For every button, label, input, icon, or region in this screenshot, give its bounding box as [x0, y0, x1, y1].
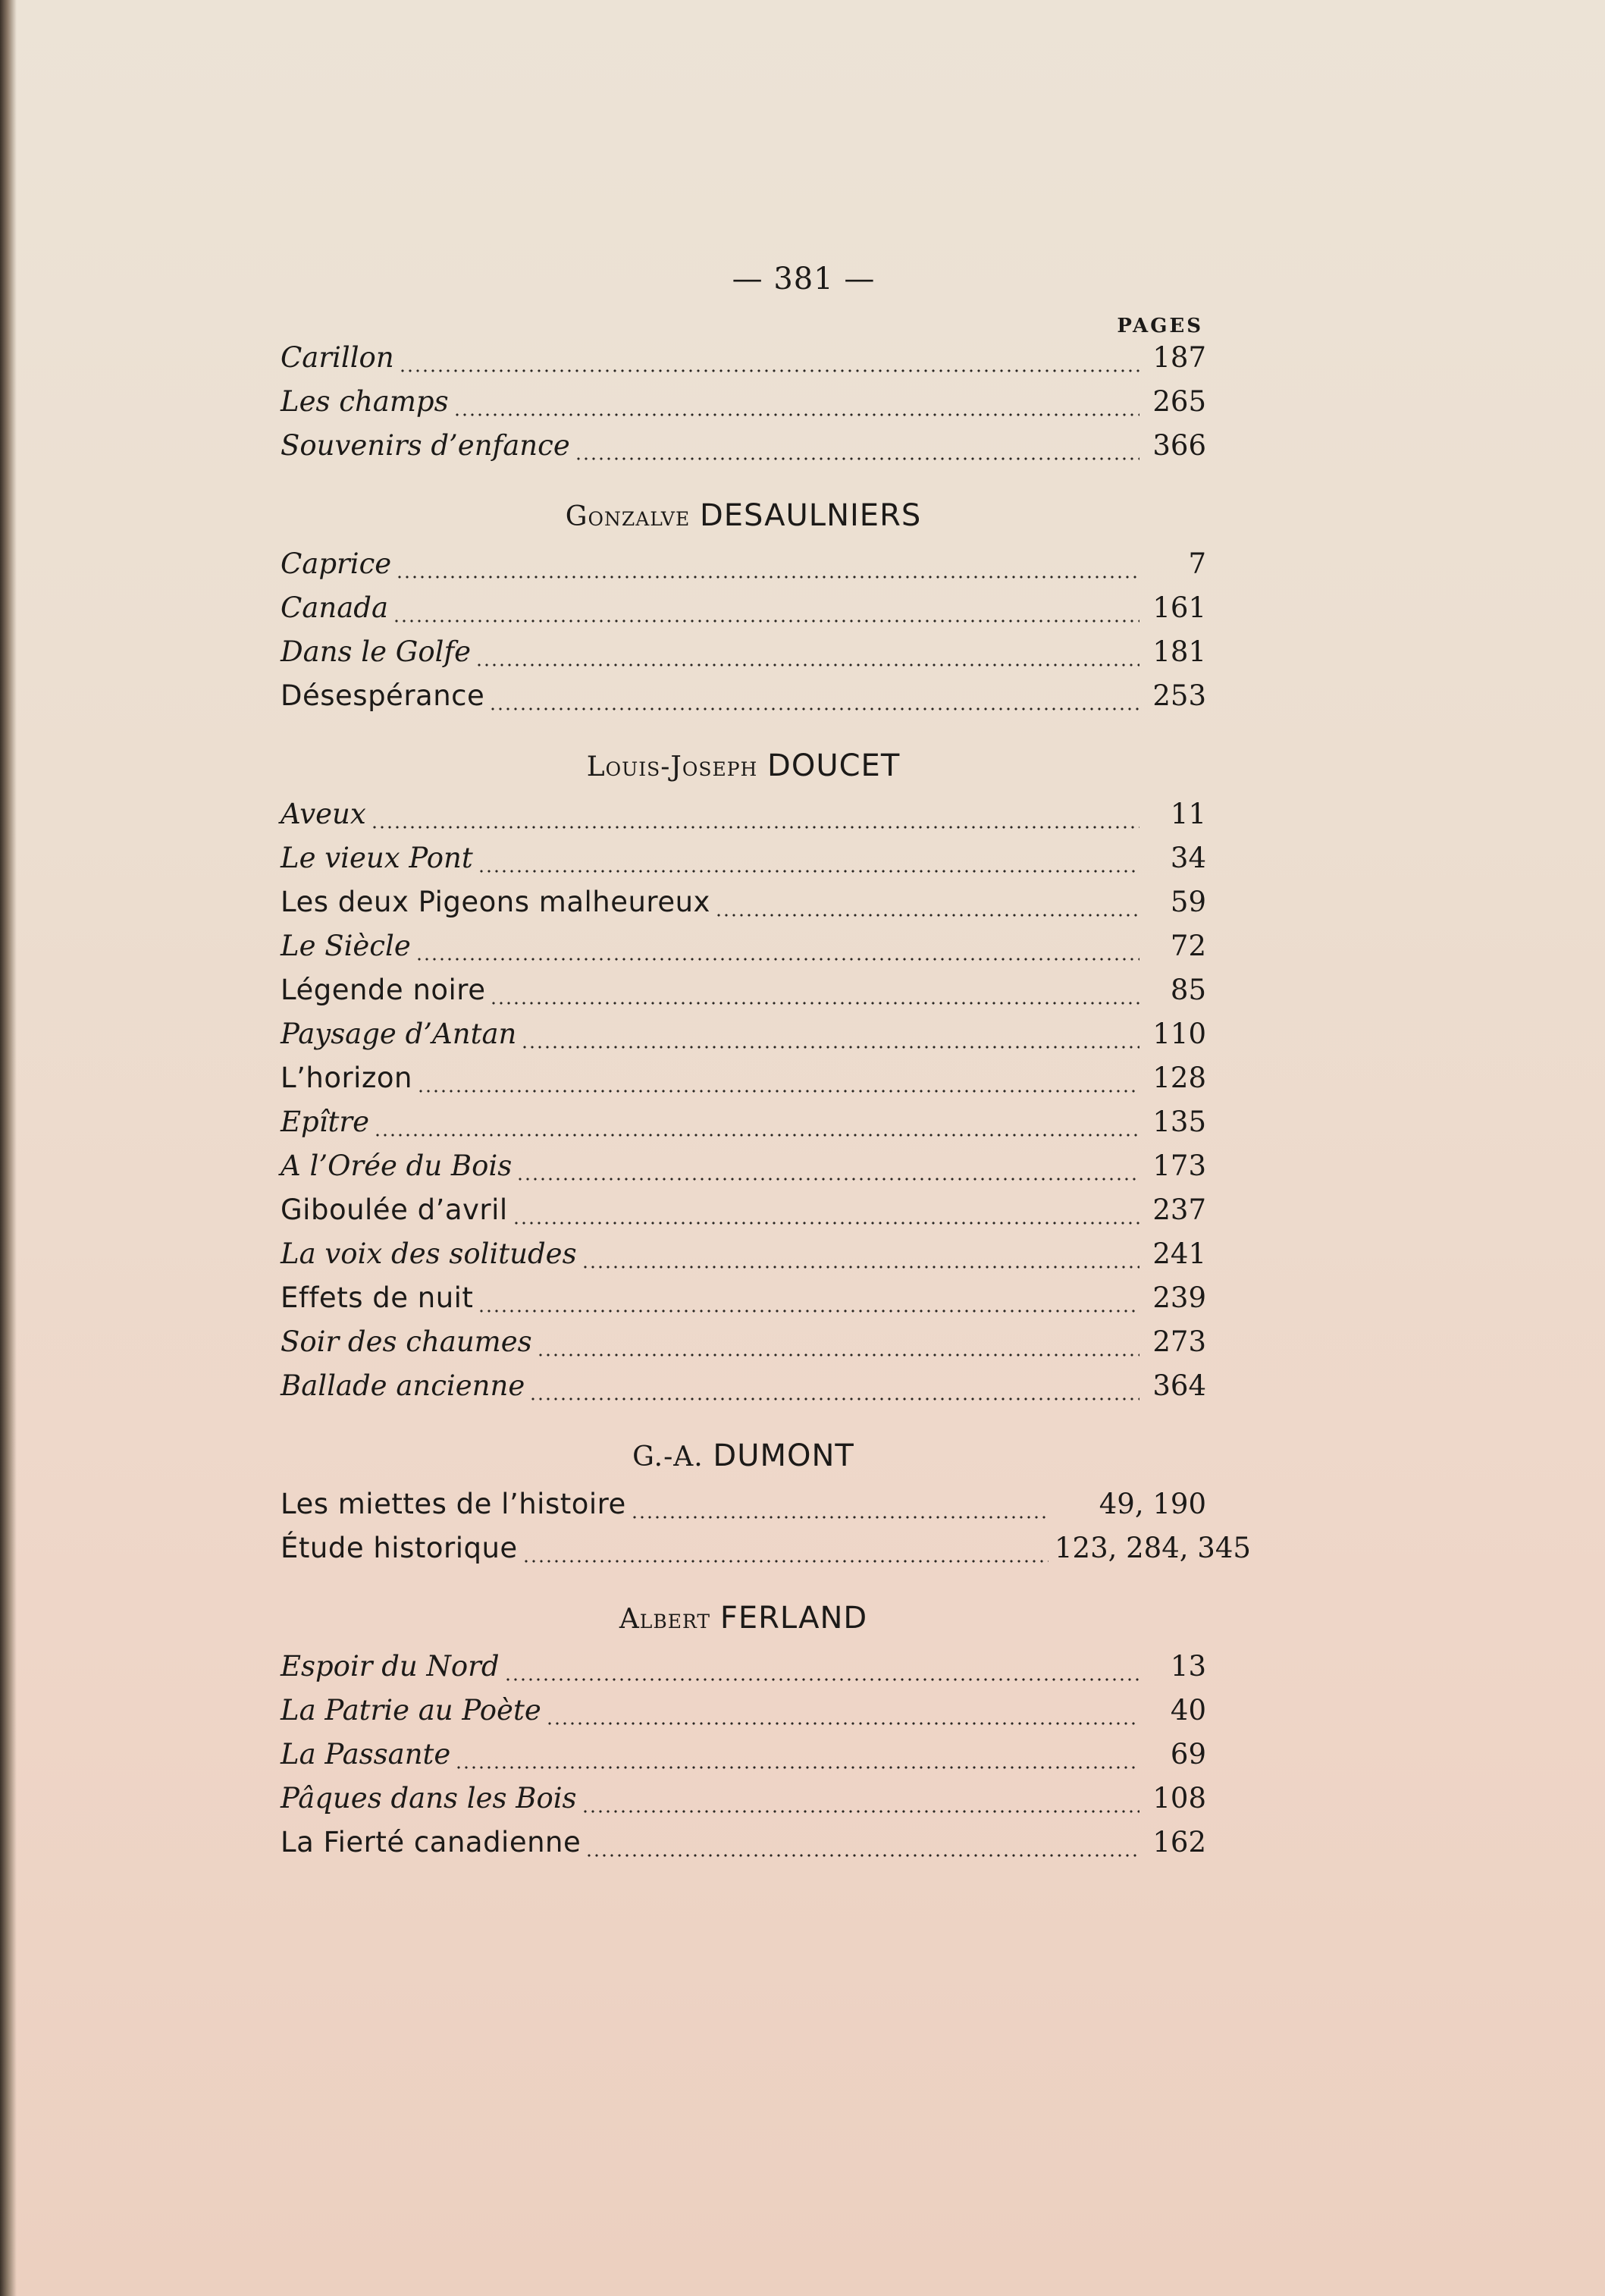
entry-title: Désespérance — [281, 679, 485, 712]
entry-title: Le Siècle — [281, 930, 411, 962]
toc-entry — [281, 1018, 1206, 1062]
dot-leader — [529, 1397, 1139, 1400]
dot-leader — [393, 619, 1139, 623]
entry-page-number: 7 — [1188, 547, 1206, 580]
entry-page-number: 11 — [1170, 798, 1206, 830]
entry-page-number: 13 — [1170, 1650, 1206, 1683]
toc-entry — [281, 679, 1206, 723]
dot-leader — [516, 1178, 1139, 1181]
toc-entry — [281, 429, 1206, 473]
entry-page-number: 72 — [1170, 930, 1206, 962]
toc-entry — [281, 930, 1206, 974]
entry-page-number: 364 — [1152, 1369, 1206, 1402]
entry-page-number: 181 — [1152, 635, 1206, 668]
page-spine-shadow — [0, 0, 17, 2296]
dot-leader — [537, 1353, 1139, 1357]
entry-title: L’horizon — [281, 1062, 412, 1094]
entry-title: Pâques dans les Bois — [281, 1782, 577, 1815]
entry-page-number: 69 — [1170, 1738, 1206, 1771]
entry-title: Soir des chaumes — [281, 1325, 532, 1358]
entry-page-number: 110 — [1152, 1018, 1206, 1050]
entry-page-number: 135 — [1152, 1106, 1206, 1138]
entry-page-number: 241 — [1152, 1237, 1206, 1270]
entry-title: Les deux Pigeons malheureux — [281, 886, 710, 918]
entry-page-number: 108 — [1152, 1782, 1206, 1815]
entry-title: Dans le Golfe — [281, 635, 472, 668]
entry-title: La Passante — [281, 1738, 451, 1771]
toc-entry — [281, 1281, 1206, 1325]
entry-title: Aveux — [281, 798, 366, 830]
toc-entry — [281, 1062, 1206, 1106]
dot-leader — [490, 1002, 1139, 1005]
entry-page-number: 253 — [1152, 679, 1206, 712]
entry-page-number: 237 — [1152, 1193, 1206, 1226]
toc-entry — [281, 1369, 1206, 1413]
dot-leader — [371, 826, 1139, 829]
toc-entry — [281, 1237, 1206, 1281]
entry-title: Légende noire — [281, 974, 486, 1006]
author-first-name: Louis-Joseph — [586, 751, 758, 783]
author-heading — [281, 1595, 1206, 1641]
author-heading — [281, 493, 1206, 538]
author-heading — [281, 1433, 1206, 1479]
toc-entry — [281, 1325, 1206, 1369]
entry-page-number: 59 — [1170, 886, 1206, 918]
entry-page-number: 128 — [1152, 1062, 1206, 1094]
toc-entry — [281, 1694, 1206, 1738]
author-first-name: Gonzalve — [565, 501, 691, 532]
toc-entry — [281, 1782, 1206, 1826]
entry-page-number: 123, 284, 345 — [1055, 1532, 1251, 1564]
entry-title: Carillon — [281, 341, 394, 374]
author-first-name: Albert — [619, 1604, 711, 1635]
dot-leader — [546, 1722, 1139, 1725]
dot-leader — [478, 870, 1139, 873]
dot-leader — [715, 914, 1139, 917]
toc-entry — [281, 547, 1206, 591]
author-last-name: FERLAND — [719, 1601, 868, 1636]
pages-column-label: PAGES — [1117, 315, 1203, 337]
entry-page-number: 366 — [1152, 429, 1206, 462]
toc-entry — [281, 1193, 1206, 1237]
entry-page-number: 40 — [1170, 1694, 1206, 1727]
dot-leader — [415, 958, 1139, 961]
page-number: — 381 — — [732, 262, 876, 296]
entry-page-number: 273 — [1152, 1325, 1206, 1358]
entry-page-number: 49, 190 — [1099, 1488, 1206, 1520]
author-last-name: DOUCET — [767, 748, 901, 783]
entry-title: Caprice — [281, 547, 392, 580]
toc-entry — [281, 842, 1206, 886]
dot-leader — [581, 1810, 1139, 1813]
entry-title: Espoir du Nord — [281, 1650, 500, 1683]
toc-entry — [281, 974, 1206, 1018]
dot-leader — [374, 1134, 1139, 1137]
toc-entry — [281, 1826, 1206, 1870]
dot-leader — [478, 1310, 1139, 1313]
author-first-name: G.-A. — [632, 1441, 704, 1473]
dot-leader — [453, 413, 1139, 416]
entry-title: Canada — [281, 591, 389, 624]
entry-page-number: 173 — [1152, 1150, 1206, 1182]
entry-page-number: 85 — [1170, 974, 1206, 1006]
entry-title: Ballade ancienne — [281, 1369, 525, 1402]
entry-title: Epître — [281, 1106, 369, 1138]
dot-leader — [581, 1266, 1139, 1269]
entry-page-number: 162 — [1152, 1826, 1206, 1858]
dot-leader — [631, 1516, 1049, 1519]
toc-entry — [281, 1650, 1206, 1694]
entry-page-number: 265 — [1152, 385, 1206, 418]
entry-title: A l’Orée du Bois — [281, 1150, 513, 1182]
toc-entry — [281, 798, 1206, 842]
author-last-name: DUMONT — [713, 1438, 854, 1473]
toc-entry — [281, 591, 1206, 635]
toc-entry — [281, 1738, 1206, 1782]
entry-page-number: 239 — [1152, 1281, 1206, 1314]
entry-title: Les miettes de l’histoire — [281, 1488, 626, 1520]
toc-entry — [281, 1150, 1206, 1193]
toc-entry — [281, 1106, 1206, 1150]
dot-leader — [399, 369, 1139, 372]
toc-entry — [281, 1488, 1206, 1532]
table-of-contents — [281, 341, 1251, 1870]
entry-title: Le vieux Pont — [281, 842, 473, 874]
entry-title: Paysage d’Antan — [281, 1018, 517, 1050]
entry-page-number: 187 — [1152, 341, 1206, 374]
dot-leader — [455, 1766, 1139, 1769]
dot-leader — [522, 1560, 1049, 1563]
dot-leader — [585, 1854, 1139, 1857]
entry-title: Giboulée d’avril — [281, 1193, 508, 1226]
author-heading — [281, 743, 1206, 789]
entry-title: Effets de nuit — [281, 1281, 474, 1314]
entry-title: La voix des solitudes — [281, 1237, 577, 1270]
entry-title: Étude historique — [281, 1532, 518, 1564]
toc-entry — [281, 886, 1206, 930]
entry-title: La Fierté canadienne — [281, 1826, 581, 1858]
dot-leader — [489, 707, 1139, 710]
dot-leader — [513, 1222, 1139, 1225]
entry-page-number: 34 — [1170, 842, 1206, 874]
dot-leader — [521, 1046, 1139, 1049]
toc-entry — [281, 1532, 1251, 1576]
dot-leader — [575, 457, 1139, 460]
entry-title: Souvenirs d’enfance — [281, 429, 570, 462]
author-last-name: DESAULNIERS — [699, 498, 922, 533]
dot-leader — [504, 1678, 1139, 1681]
toc-entry — [281, 385, 1206, 429]
dot-leader — [396, 576, 1139, 579]
dot-leader — [475, 663, 1139, 667]
toc-entry — [281, 635, 1206, 679]
entry-page-number: 161 — [1152, 591, 1206, 624]
dot-leader — [417, 1090, 1139, 1093]
toc-entry — [281, 341, 1206, 385]
entry-title: Les champs — [281, 385, 449, 418]
entry-title: La Patrie au Poète — [281, 1694, 541, 1727]
